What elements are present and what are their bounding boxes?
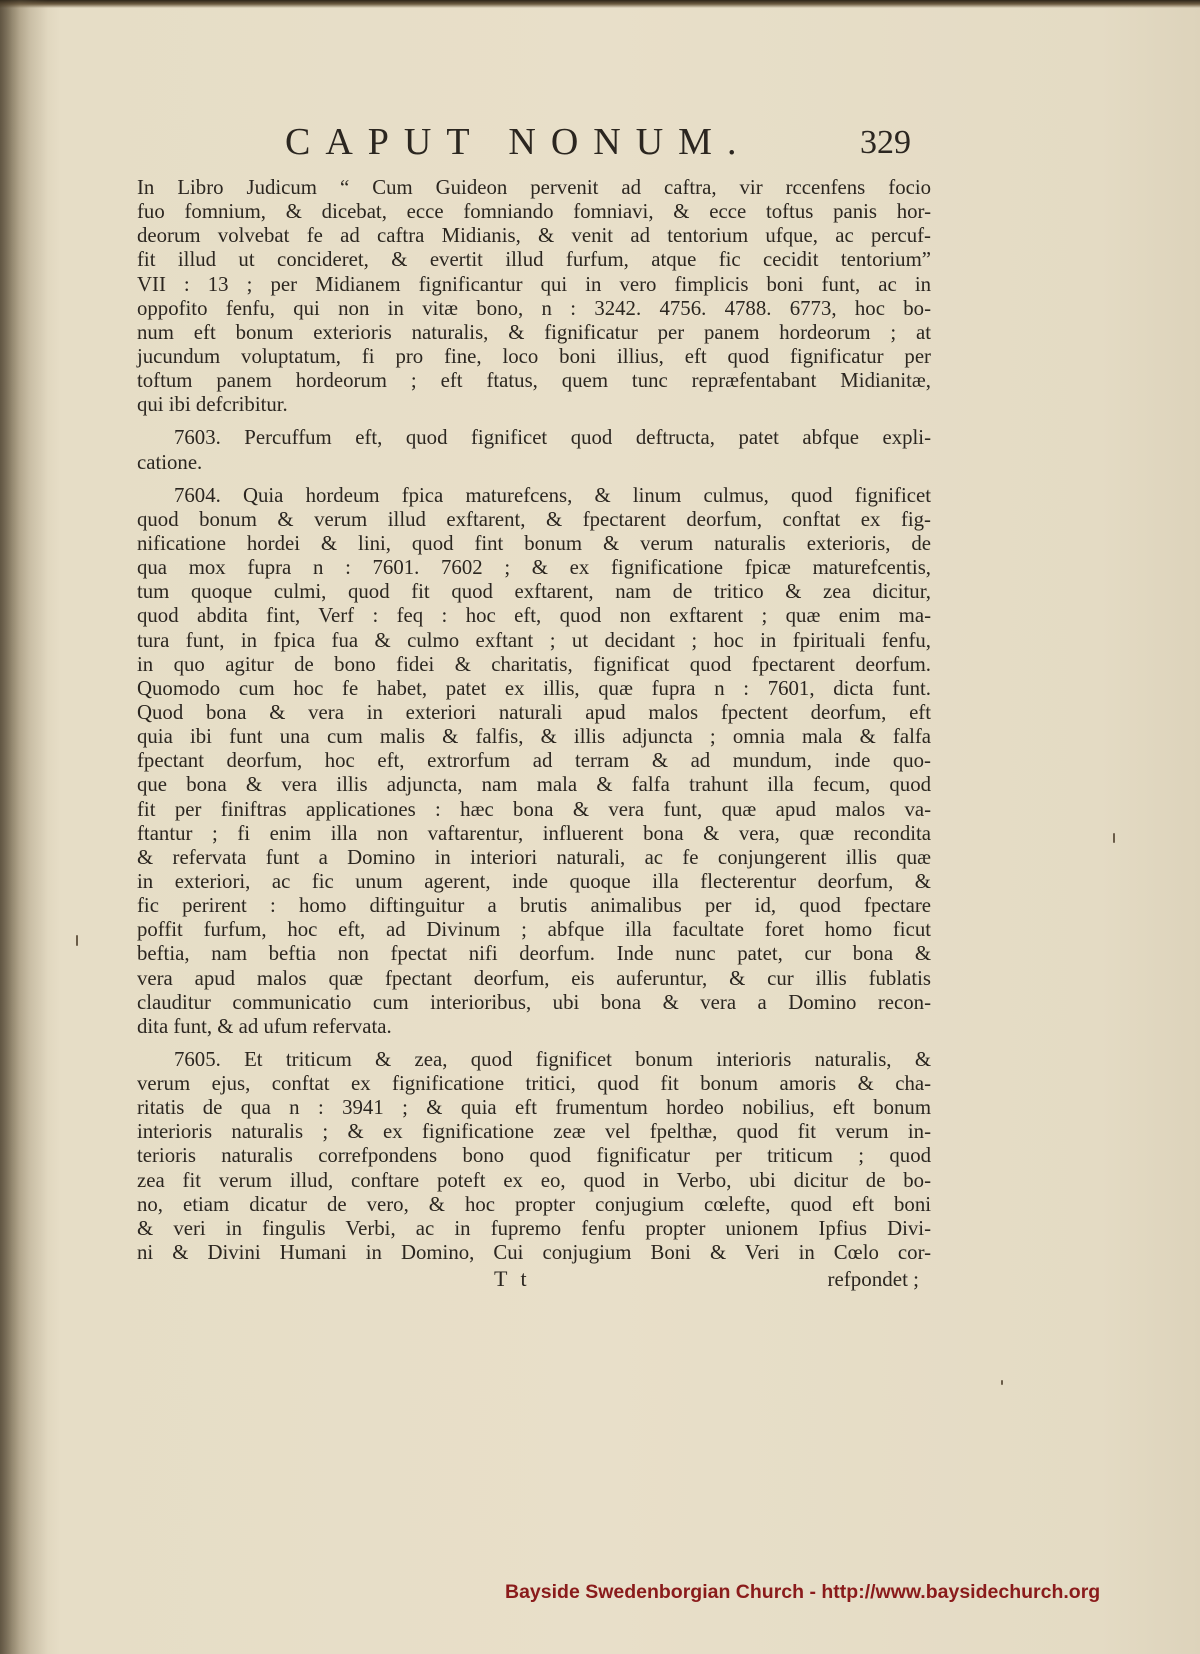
body-text [137, 176, 931, 1293]
text-line: & veri in fingulis Verbi, ac in fupremo fenfu propter unionem Ipfius Divi- [137, 1216, 931, 1240]
scan-speck [76, 935, 78, 946]
text-line: ftantur ; fi enim illa non vaftarentur, influerent bona & vera, quæ recondita [137, 821, 931, 845]
text-line: zea fit verum illud, conftare poteft ex eo, quod in Verbo, ubi dicitur de bo- [137, 1168, 931, 1192]
text-line: interioris naturalis ; & ex fignificatione zeæ vel fpelthæ, quod fit verum in- [137, 1120, 931, 1144]
text-line: in exteriori, ac fic unum agerent, inde quoque illa flecterentur deorfum, & [137, 869, 931, 893]
paragraph [137, 484, 931, 1039]
text-line: quod abdita fint, Verf : feq : hoc eft, quod non exftarent ; quæ enim ma- [137, 604, 931, 628]
page-number: 329 [860, 124, 911, 161]
text-line: beftia, nam beftia non fpectat nifi deorfum. Inde nunc patet, cur bona & [137, 942, 931, 966]
text-line: verum ejus, conftat ex fignificatione tritici, quod fit bonum amoris & cha- [137, 1072, 931, 1096]
text-line: 7603. Percuffum eft, quod fignificet quod deftructa, patet abfque expli- [174, 426, 931, 450]
text-line: Quod bona & vera in exteriori naturali apud malos fpectent deorfum, eft [137, 700, 931, 724]
watermark: Bayside Swedenborgian Church - http://www.baysidechurch.org [505, 1581, 1101, 1603]
text-line: poffit furfum, hoc eft, ad Divinum ; abfque illa facultate foret homo ficut [137, 918, 931, 942]
text-line: fpectant deorfum, hoc eft, extrorfum ad terram & ad mundum, inde quo- [137, 749, 931, 773]
text-line: dita funt, & ad ufum refervata. [137, 1014, 392, 1038]
text-line: num eft bonum exterioris naturalis, & fignificatur per panem hordeorum ; at [137, 320, 931, 344]
text-line: catione. [137, 450, 203, 474]
text-line: quia ibi funt una cum malis & falfis, & illis adjuncta ; omnia mala & falfa [137, 725, 931, 749]
text-line: toftum panem hordeorum ; eft ftatus, quem tunc repræfentabant Midianitæ, [137, 369, 931, 393]
paragraph [137, 426, 931, 474]
page-footer [137, 1267, 931, 1293]
text-line: quod bonum & verum illud exftarent, & fpectarent deorfum, conftat ex fig- [137, 507, 931, 531]
text-line: terioris naturalis correfpondens bono quod fignificatur per triticum ; quod [137, 1144, 931, 1168]
text-line: fit illud ut concideret, & evertit illud furfum, atque fic cecidit tentorium” [137, 248, 931, 272]
paragraph-gap [137, 475, 931, 484]
text-line: fic perirent : homo diftinguitur a brutis animalibus per id, quod fpectare [137, 894, 931, 918]
text-line: qua mox fupra n : 7601. 7602 ; & ex fignificatione fpicæ maturefcentis, [137, 556, 931, 580]
page-header [140, 120, 940, 180]
text-line: VII : 13 ; per Midianem fignificantur qui in vero fimplicis boni funt, ac in [137, 272, 931, 296]
signature-mark: T t [494, 1266, 531, 1292]
paragraph-gap [137, 417, 931, 426]
binding-shadow [0, 0, 48, 1654]
catchword: refpondet ; [827, 1267, 919, 1292]
text-line: jucundum voluptatum, fi pro fine, loco boni illius, eft quod fignificatur per [137, 344, 931, 368]
text-line: que bona & vera illis adjuncta, nam mala & falfa trahunt illa fecum, quod [137, 773, 931, 797]
text-line: deorum volvebat fe ad caftra Midianis, & venit ad tentorium ufque, ac percuf- [137, 224, 931, 248]
text-line: no, etiam dicatur de vero, & hoc propter conjugium cœlefte, quod eft boni [137, 1192, 931, 1216]
text-line: 7604. Quia hordeum fpica maturefcens, & linum culmus, quod fignificet [174, 483, 931, 507]
text-line: tura funt, in fpica fua & culmo exftant ; ut decidant ; hoc in fpirituali fenfu, [137, 628, 931, 652]
text-line: fuo fomnium, & dicebat, ecce fomniando fomniavi, & ecce toftus panis hor- [137, 200, 931, 224]
text-line: 7605. Et triticum & zea, quod fignificet bonum interioris naturalis, & [174, 1047, 931, 1071]
text-line: & refervata funt a Domino in interiori naturali, ac fe conjungerent illis quæ [137, 845, 931, 869]
text-line: ritatis de qua n : 3941 ; & quia eft frumentum hordeo nobilius, eft bonum [137, 1096, 931, 1120]
scan-speck [1113, 833, 1115, 843]
paragraph [137, 1048, 931, 1265]
running-head: CAPUT NONUM. [285, 121, 752, 163]
text-line: qui ibi defcribitur. [137, 393, 288, 417]
paragraph [137, 176, 931, 417]
text-line: nificatione hordei & lini, quod fint bonum & verum naturalis exterioris, de [137, 531, 931, 555]
text-line: In Libro Judicum “ Cum Guideon pervenit ad caftra, vir rccenfens focio [137, 176, 931, 199]
paragraph-gap [137, 1039, 931, 1048]
page-top-edge [0, 0, 1200, 8]
text-line: tum quoque culmi, quod fit quod exftarent, nam de tritico & zea dicitur, [137, 580, 931, 604]
text-line: fit per finiftras applicationes : hæc bona & vera funt, quæ apud malos va- [137, 797, 931, 821]
text-line: in quo agitur de bono fidei & charitatis, fignificat quod fpectarent deorfum. [137, 652, 931, 676]
text-line: Quomodo cum hoc fe habet, patet ex illis, quæ fupra n : 7601, dicta funt. [137, 676, 931, 700]
scan-speck [1001, 1380, 1003, 1385]
text-line: vera apud malos quæ fpectant deorfum, eis auferuntur, & cur illis fublatis [137, 966, 931, 990]
text-line: clauditur communicatio cum interioribus, ubi bona & vera a Domino recon- [137, 990, 931, 1014]
text-line: oppofito fenfu, qui non in vitæ bono, n : 3242. 4756. 4788. 6773, hoc bo- [137, 296, 931, 320]
text-line: ni & Divini Humani in Domino, Cui conjugium Boni & Veri in Cœlo cor- [137, 1241, 931, 1265]
